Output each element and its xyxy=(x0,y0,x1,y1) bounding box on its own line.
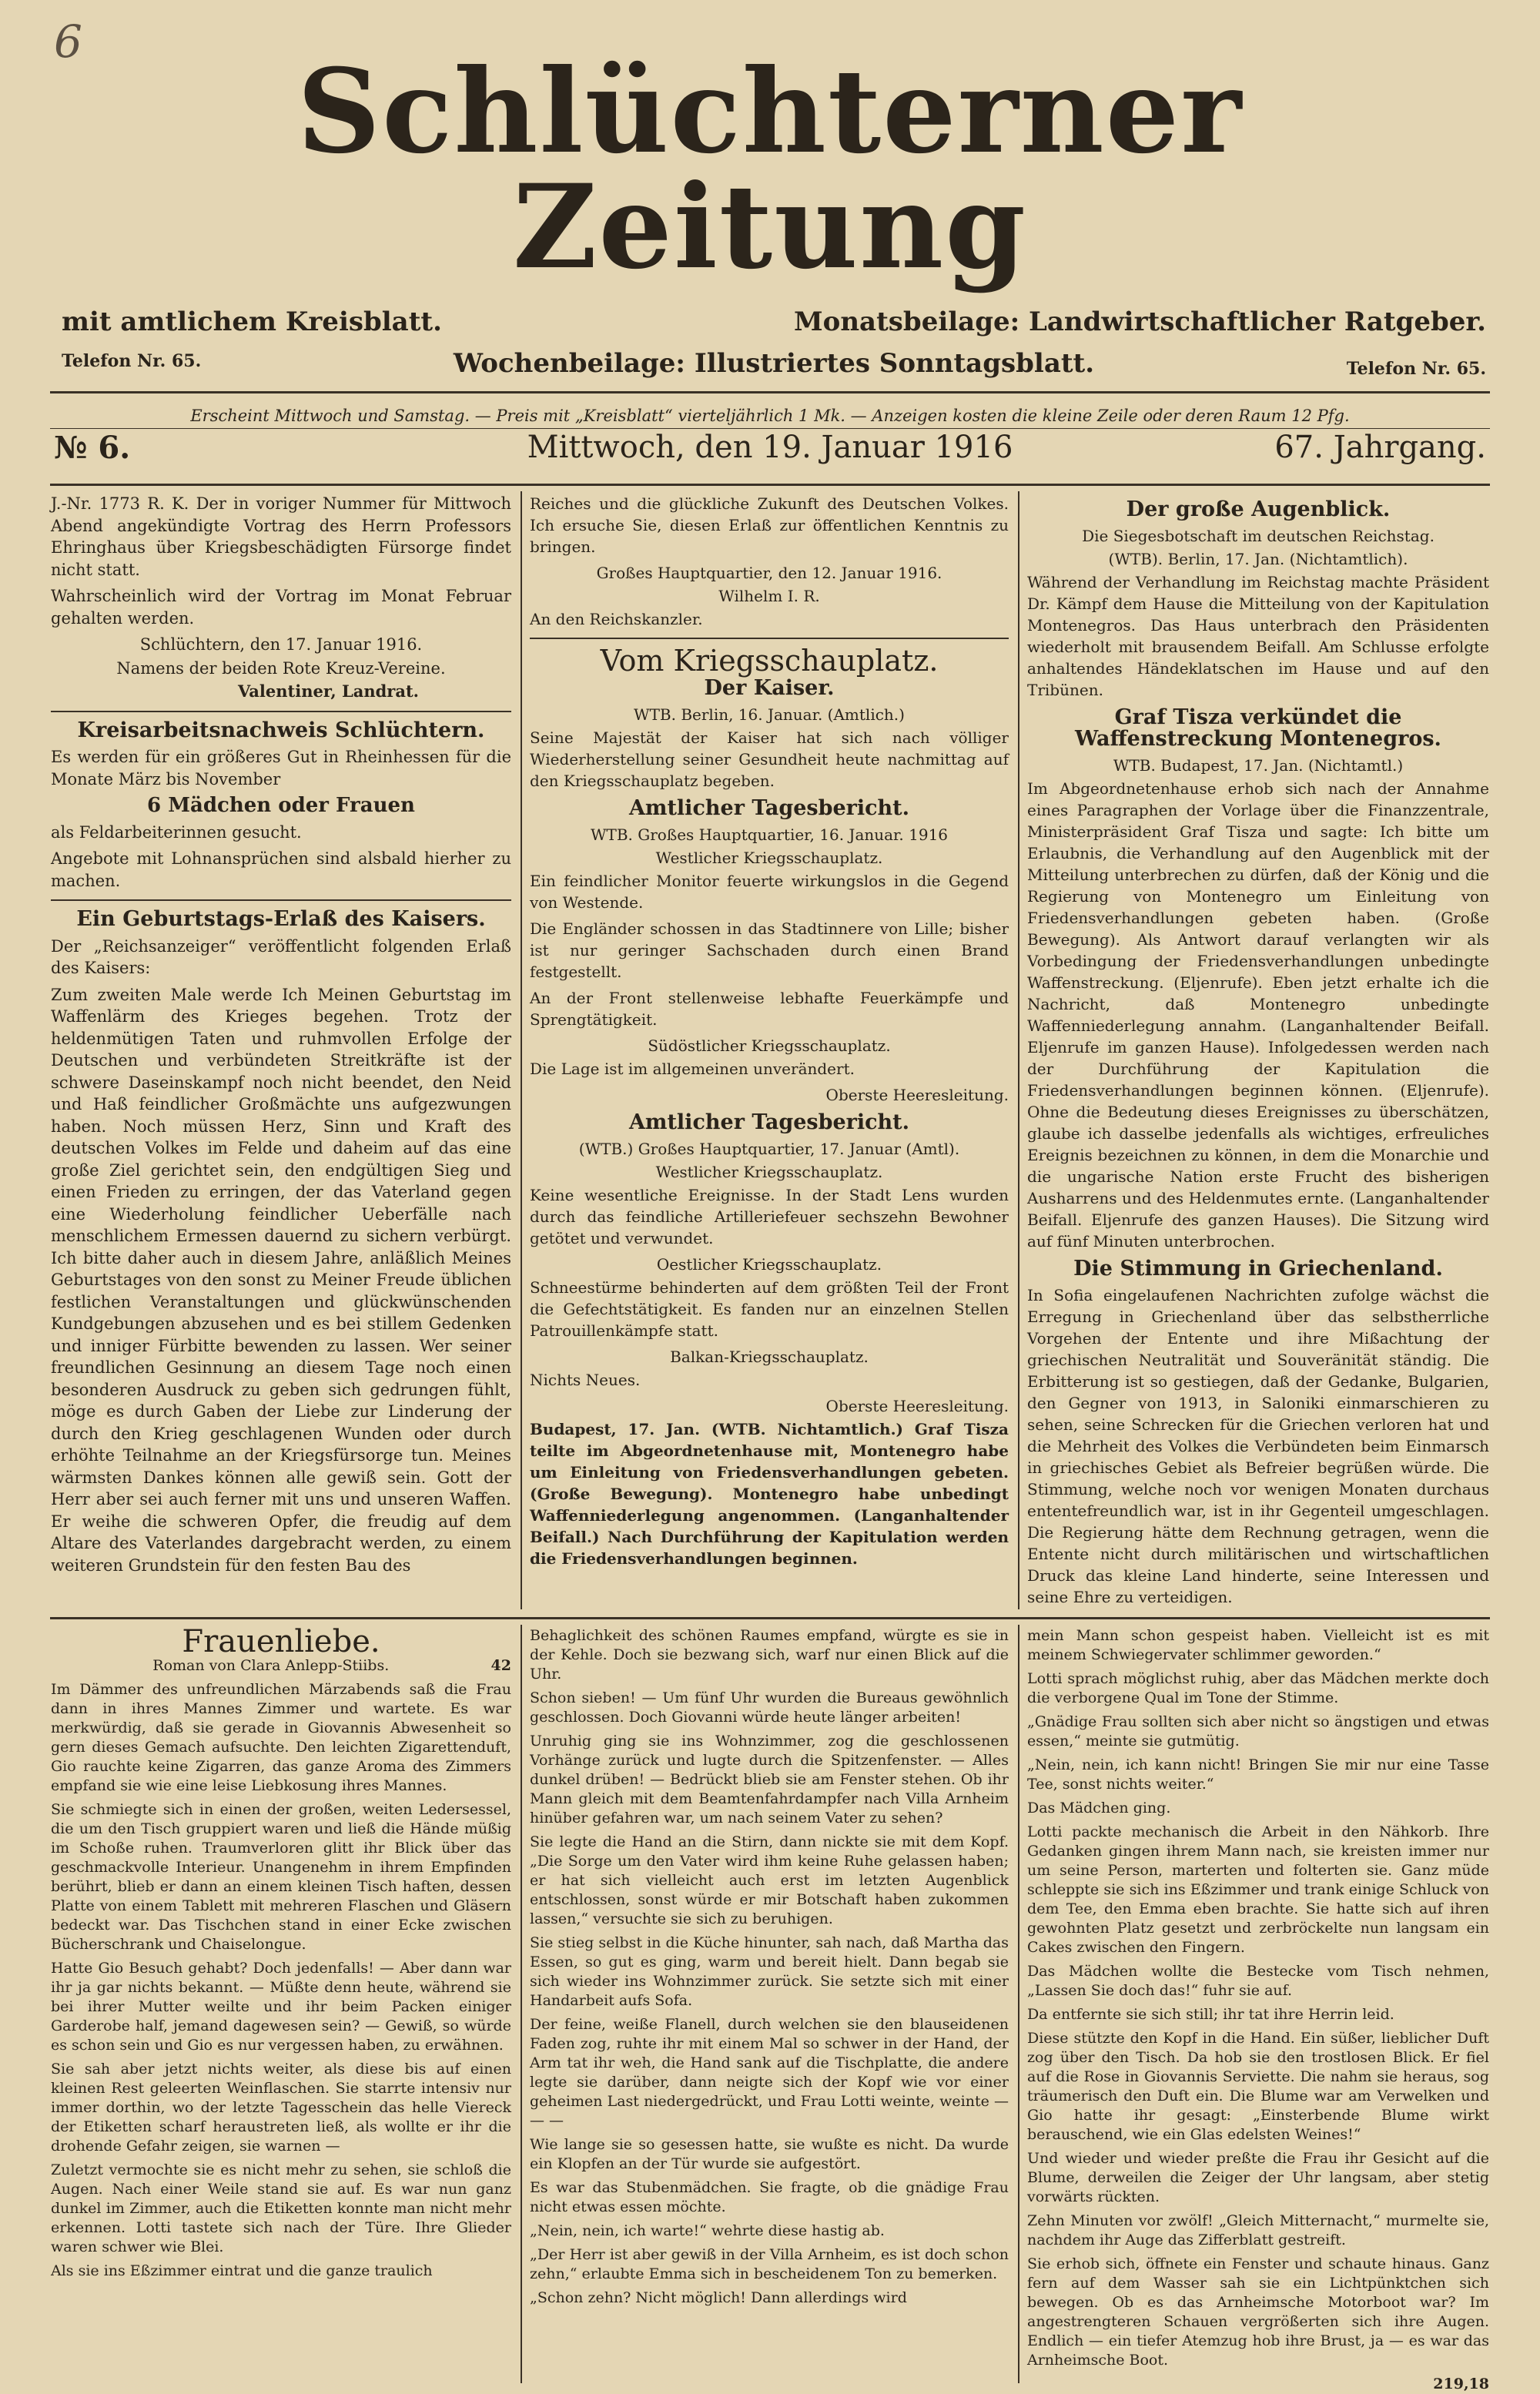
serial-text: Lotti sprach möglichst ruhig, aber das Mädchen merkte doch die verborgene Qual im Tone der Stimme. xyxy=(1027,1670,1489,1706)
phone-left: Telefon Nr. 65. xyxy=(62,351,202,371)
serial-text: „Nein, nein, ich kann nicht! Bringen Sie mir nur eine Tasse Tee, sonst nichts weiter.“ xyxy=(1027,1756,1489,1793)
article-text: WTB. Budapest, 17. Jan. (Nichtamtl.) xyxy=(1113,756,1404,775)
article-headline: Kreisarbeitsnachweis Schlüchtern. xyxy=(77,718,485,742)
serial-text: „Nein, nein, ich warte!“ wehrte diese hastig ab. xyxy=(530,2222,885,2239)
serial-text: Sie legte die Hand an die Stirn, dann nickte sie mit dem Kopf. „Die Sorge um den Vater wird ihm keine Ruhe gelassen haben; er hat sich vielleicht auch erst im letzten Augenblick entschlossen, sonst würde er mir Botschaft haben zukommen lassen,“ versuchte sie sich zu beruhigen. xyxy=(530,1833,1009,1927)
notice-text: J.-Nr. 1773 R. K. Der in voriger Nummer für Mittwoch Abend angekündigte Vortrag des Herrn Professors Ehringhaus über Kriegsbeschädigten Fürsorge findet nicht statt. xyxy=(51,494,511,579)
issue-number: № 6. xyxy=(54,430,131,466)
column-3 xyxy=(1027,493,1489,1609)
serial-text: Da entfernte sie sich still; ihr tat ihre Herrin leid. xyxy=(1027,2006,1394,2023)
article-signature: Wilhelm I. R. xyxy=(718,587,820,605)
article-headline: Graf Tisza verkündet die Waffenstreckung Montenegros. xyxy=(1075,705,1441,751)
handwritten-page-number: 6 xyxy=(54,15,82,68)
info-rule xyxy=(50,428,1490,429)
divider xyxy=(51,899,511,901)
serial-text: Im Dämmer des unfreundlichen Märzabends saß die Frau dann in ihres Mannes Zimmer und wartete. Es war merkwürdig, daß sie gerade in Giovannis Abwesenheit so gern dieses Gemach aufsuchte. Den leichten Zigarettenduft, Gio rauchte keine Zigarren, das ganze Aroma des Zimmers empfand sie wie eine leise Liebkosung ihres Mannes. xyxy=(51,1681,511,1794)
serial-text: „Gnädige Frau sollten sich aber nicht so ängstigen und etwas essen,“ meinte sie gutmütig. xyxy=(1027,1713,1489,1749)
article-text: Budapest, 17. Jan. (WTB. Nichtamtlich.) Graf Tisza teilte im Abgeordnetenhause mit, Montenegro habe um Einleitung von Friedensverhandlungen gebeten. (Große Bewegung). Montenegro habe unbedingt Waffenniederlegung angenommen. (Langanhaltender Beifall.) Nach Durchführung der Kapitulation werden die Friedensverhandlungen beginnen. xyxy=(530,1420,1009,1568)
article-headline: Amtlicher Tagesbericht. xyxy=(628,796,910,820)
column-rule xyxy=(1018,491,1019,1609)
serial-text: Schon sieben! — Um fünf Uhr wurden die Bureaus gewöhnlich geschlossen. Doch Giovanni würde heute länger arbeiten! xyxy=(530,1689,1009,1726)
article-text: Oestlicher Kriegsschauplatz. xyxy=(656,1255,882,1274)
article-headline: Ein Geburtstags-Erlaß des Kaisers. xyxy=(76,907,486,931)
serial-text: Unruhig ging sie ins Wohnzimmer, zog die geschlossenen Vorhänge zurück und lugte durch die Spitzenfenster. — Alles dunkel drüben! — Bedrückt blieb sie am Fenster stehen. Ob ihr Mann gleich mit dem Beamtenfahrdampfer nach Villa Arnheim hinüber gefahren war, um nach seinem Vater zu sehen? xyxy=(530,1733,1009,1826)
article-text: Die Engländer schossen in das Stadtinnere von Lille; bisher ist nur geringer Sachschaden durch einen Brand festgestellt. xyxy=(530,919,1009,981)
volume: 67. Jahrgang. xyxy=(1274,430,1486,465)
column-2 xyxy=(530,493,1009,1609)
article-text: Es werden für ein größeres Gut in Rheinhessen für die Monate März bis November xyxy=(51,748,511,789)
notice-place-date: Schlüchtern, den 17. Januar 1916. xyxy=(139,635,423,654)
article-text: Zum zweiten Male werde Ich Meinen Geburtstag im Waffenlärm des Krieges begehen. Trotz der heldenmütigen Taten und ruhmvollen Erfolge der Deutschen und verbündeten Streitkräfte ist der schwere Daseinskampf noch nicht beendet, den Neid und Haß feindlicher Großmächte uns aufgezwungen haben. Noch müssen Herz, Sinn und Kraft des deutschen Volkes im Felde und daheim auf das eine große Ziel gerichtet sein, den endgültigen Sieg und einen Frieden zu erringen, der das Vaterland gegen eine Wiederholung feindlicher Ueberfälle nach menschlichem Ermessen dauernd zu sichern verbürgt. Ich bitte daher auch in diesem Jahre, anläßlich Meines Geburtstages von den sonst zu Meiner Freude üblichen festlichen Veranstaltungen und glückwünschenden Kundgebungen abzusehen und es bei stillem Gedenken und inniger Fürbitte bewenden zu lassen. Wer seiner freundlichen Gesinnung an diesem Tage noch einen besonderen Ausdruck zu geben sich gedrungen fühlt, möge es durch Gaben der Liebe zur Linderung der durch den Krieg geschlagenen Wunden oder durch erhöhte Teilnahme an der Kriegsfürsorge tun. Meines wärmsten Dankes können alle gewiß sein. Gott der Herr aber sei auch ferner mit uns und unseren Waffen. Er weihe die schweren Opfer, die freudig auf dem Altare des Vaterlandes dargebracht werden, zu einem weiteren Grundstein für den festen Bau des xyxy=(51,985,511,1575)
serial-text: Und wieder und wieder preßte die Frau ihr Gesicht auf die Blume, derweilen die Zeiger der Uhr langsam, aber stetig vorwärts rückten. xyxy=(1027,2150,1489,2205)
section-headline: Vom Kriegsschauplatz. xyxy=(600,644,939,678)
article-emphasis: 6 Mädchen oder Frauen xyxy=(147,794,415,817)
divider xyxy=(51,711,511,712)
article-signature: Oberste Heeresleitung. xyxy=(825,1397,1009,1415)
article-headline: Die Stimmung in Griechenland. xyxy=(1073,1257,1443,1281)
serial-byline: Roman von Clara Anlepp-Stiibs. xyxy=(152,1657,390,1674)
column-rule xyxy=(521,1625,522,2383)
issue-date: Mittwoch, den 19. Januar 1916 xyxy=(527,430,1013,465)
publication-info: Erscheint Mittwoch und Samstag. — Preis mit „Kreisblatt“ vierteljährlich 1 Mk. — Anzeigen kosten die kleine Zeile oder deren Raum 12 Pfg. xyxy=(190,407,1350,425)
masthead-rule xyxy=(50,391,1490,393)
article-text: Großes Hauptquartier, den 12. Januar 1916. xyxy=(596,564,942,582)
article-text: An den Reichskanzler. xyxy=(530,610,703,628)
article-text: Reiches und die glückliche Zukunft des Deutschen Volkes. Ich ersuche Sie, diesen Erlaß zur öffentlichen Kenntnis zu bringen. xyxy=(530,494,1009,556)
divider xyxy=(530,638,1009,639)
article-text: Angebote mit Lohnansprüchen sind alsbald hierher zu machen. xyxy=(51,849,511,890)
article-text: Im Abgeordnetenhause erhob sich nach der Annahme eines Paragraphen der Vorlage über die Finanzzentrale, Ministerpräsident Graf Tisza und sagte: Ich bitte um Erlaubnis, die Verhandlung auf den Augenblick mit der Mitteilung unterbrechen zu dürfen, daß der König und die Regierung von Montenegro um Einleitung von Friedensverhandlungen gebeten haben. (Große Bewegung). Als Antwort darauf verlangten wir als Vorbedingung der Friedensverhandlungen unbedingte Waffenstreckung. (Eljenrufe). Eben jetzt erhalte ich die Nachricht, daß Montenegro unbedingte Waffenniederlegung annahm. (Langanhaltender Beifall. Eljenrufe im ganzen Hause). Infolgedessen werden nach der Durchführung der Kapitulation die Friedensverhandlungen beginnen können. (Eljenrufe). Ohne die Bedeutung dieses Ereignisses zu überschätzen, glaube ich dasselbe jedenfalls als wichtiges, erfreuliches Ereignis bezeichnen zu können, in dem die Monarchie und die ungarische Nation erste Frucht des bisherigen Ausharrens und des Heldenmutes ernte. (Langanhaltender Beifall. Eljenrufe des ganzen Hauses). Die Sitzung wird auf fünf Minuten unterbrochen. xyxy=(1027,779,1489,1251)
article-text: Südöstlicher Kriegsschauplatz. xyxy=(648,1036,891,1055)
article-subheadline: Die Siegesbotschaft im deutschen Reichstag. xyxy=(1082,527,1435,545)
feuilleton-rule xyxy=(50,1617,1490,1619)
article-text: Westlicher Kriegsschauplatz. xyxy=(655,1163,883,1181)
notice-text: Wahrscheinlich wird der Vortrag im Monat Februar gehalten werden. xyxy=(51,587,511,628)
serial-text: Zehn Minuten vor zwölf! „Gleich Mitternacht,“ murmelte sie, nachdem ihr Auge das Zifferblatt gestreift. xyxy=(1027,2212,1489,2248)
article-text: (WTB). Berlin, 17. Jan. (Nichtamtlich). xyxy=(1108,550,1408,568)
serial-text: Sie erhob sich, öffnete ein Fenster und schaute hinaus. Ganz fern auf dem Wasser sah sie ein Lichtpünktchen sich bewegen. Ob es das Arnheimsche Motorboot war? Im angestrengteren Schauen vergrößerten sich ihre Augen. Endlich — ein tiefer Atemzug hob ihre Brust, ja — es war das Arnheimsche Boot. xyxy=(1027,2255,1489,2369)
serial-text: Das Mädchen ging. xyxy=(1027,1800,1171,1816)
dateline xyxy=(54,430,1486,476)
serial-text: Sie schmiegte sich in einen der großen, weiten Ledersessel, die um den Tisch gruppiert waren und ließ die Hände müßig im Schoße ruhen. Traumverloren glitt ihr Blick über das geschmackvolle Interieur. Unangenehm in ihrem Empfinden berührt, blieb er dann an einem kleinen Tisch haften, dessen Platte von einem Tablett mit mehreren Flaschen und Gläsern bedeckt war. Das Tischchen stand in einer Ecke zwischen Bücherschrank und Chaiselongue. xyxy=(51,1801,511,1953)
notice-signer: Namens der beiden Rote Kreuz-Vereine. xyxy=(116,658,446,678)
article-text: WTB. Berlin, 16. Januar. (Amtlich.) xyxy=(634,705,905,724)
serial-text: Diese stützte den Kopf in die Hand. Ein süßer, lieblicher Duft zog über den Tisch. Da hob sie den trostlosen Blick. Er fiel auf die Rose in Giovannis Serviette. Die nahm sie heraus, sog träumerisch den Duft ein. Die Blume war am Verwelken und Gio hatte ihr gesagt: „Einsterbende Blume wirkt berauschend, wie ein Glas edelsten Weines!“ xyxy=(1027,2030,1489,2143)
article-text: Während der Verhandlung im Reichstag machte Präsident Dr. Kämpf dem Hause die Mitteilung von der Kapitulation Montenegros. Das Haus unterbrach den Präsidenten wiederholt mit brausendem Beifall. Am Schlusse erfolgte anhaltendes Händeklatschen im Hause und auf den Tribünen. xyxy=(1027,573,1489,699)
serial-text: Zuletzt vermochte sie es nicht mehr zu sehen, sie schloß die Augen. Nach einer Weile stand sie auf. Es war nun ganz dunkel im Zimmer, auch die Etiketten konnte man nicht mehr erkennen. Lotti tastete sich nach der Türe. Ihre Glieder waren schwer wie Blei. xyxy=(51,2161,511,2255)
article-text: Balkan-Kriegsschauplatz. xyxy=(670,1348,869,1366)
article-text: Die Lage ist im allgemeinen unverändert. xyxy=(530,1060,855,1078)
feuilleton-column-2 xyxy=(530,1626,1009,2381)
serial-episode-number: 42 xyxy=(490,1657,511,1674)
serial-text: Es war das Stubenmädchen. Sie fragte, ob die gnädige Frau nicht etwas essen möchte. xyxy=(530,2179,1009,2215)
article-text: In Sofia eingelaufenen Nachrichten zufolge wächst die Erregung in Griechenland über das selbstherrliche Vorgehen der Entente und ihre Mißachtung der griechischen Neutralität und Souveränität ständig. Die Erbitterung ist so gestiegen, daß der Gedanke, Bulgarien, den Gegner von 1913, in Saloniki einmarschieren zu sehen, seine Schrecken für die Griechen verloren hat und die Mehrheit des Volkes die Verbündeten beim Einmarsch in griechisches Gebiet als Befreier begrüßen würde. Die Stimmung, welche noch vor wenigen Monaten durchaus ententefreundlich war, ist in ihr Gegenteil umgeschlagen. Die Regierung hätte dem Rechnung getragen, wenn die Entente nicht durch militärischen und wirtschaftlichen Druck das kleine Land hinderte, seine Interessen und seine Ehre zu verteidigen. xyxy=(1027,1286,1489,1606)
column-rule xyxy=(1018,1625,1019,2383)
article-text: Schneestürme behinderten auf dem größten Teil der Front die Gefechtstätigkeit. Es fanden nur an einzelnen Stellen Patrouillenkämpfe statt. xyxy=(530,1278,1009,1340)
print-code: 219,18 xyxy=(1433,2376,1489,2392)
article-headline: Der große Augenblick. xyxy=(1126,497,1391,521)
article-text: WTB. Großes Hauptquartier, 16. Januar. 1916 xyxy=(590,825,949,844)
feuilleton-column-1 xyxy=(51,1626,511,2381)
article-text: Westlicher Kriegsschauplatz. xyxy=(655,849,883,867)
serial-text: Behaglichkeit des schönen Raumes empfand, würgte es sie in der Kehle. Doch sie bezwang sich, warf nur einen Blick auf die Uhr. xyxy=(530,1627,1009,1682)
serial-text: „Der Herr ist aber gewiß in der Villa Arnheim, es ist doch schon zehn,“ erlaubte Emma sich in bescheidenem Ton zu bemerken. xyxy=(530,2246,1009,2282)
serial-text: Als sie ins Eßzimmer eintrat und die ganze traulich xyxy=(51,2262,433,2279)
serial-text: Sie sah aber jetzt nichts weiter, als diese bis auf einen kleinen Rest geleerten Weinflaschen. Sie starrte intensiv nur immer dorthin, wo der letzte Tagesschein das helle Viereck der Etiketten scharf heraustreten ließ, als wollte er ihr die drohende Gefahr zeigen, sie warnen — xyxy=(51,2061,511,2155)
left-tagline: mit amtlichem Kreisblatt. xyxy=(62,306,442,337)
serial-text: Der feine, weiße Flanell, durch welchen sie den blauseidenen Faden zog, ruhte ihr mit einem Mal so schwer in der Hand, der Arm tat ihr weh, die Hand sank auf die Tischplatte, die andere legte sie darüber, dann neigte sich der Kopf wie vor einer geheimen Last niedergedrückt, und Frau Lotti weinte, weinte — — — xyxy=(530,2016,1009,2129)
serial-text: Sie stieg selbst in die Küche hinunter, sah nach, daß Martha das Essen, so gut es ging, warm und bereit hielt. Dann begab sie sich wieder ins Wohnzimmer zurück. Sie setzte sich mit einer Handarbeit aufs Sofa. xyxy=(530,1934,1009,2009)
serial-text: mein Mann schon gespeist haben. Vielleicht ist es mit meinem Schwiegervater schlimmer geworden.“ xyxy=(1027,1627,1489,1663)
article-text: Der „Reichsanzeiger“ veröffentlicht folgenden Erlaß des Kaisers: xyxy=(51,936,511,977)
feuilleton-column-3 xyxy=(1027,1626,1489,2392)
article-headline: Der Kaiser. xyxy=(704,676,835,700)
serial-byline-row xyxy=(51,1656,511,1676)
article-text: als Feldarbeiterinnen gesucht. xyxy=(51,822,302,842)
weekly-supplement: Wochenbeilage: Illustriertes Sonntagsblatt. xyxy=(453,348,1095,379)
serial-text: Das Mädchen wollte die Bestecke vom Tisch nehmen, „Lassen Sie doch das!“ fuhr sie auf. xyxy=(1027,1963,1489,1999)
article-text: Keine wesentliche Ereignisse. In der Stadt Lens wurden durch das feindliche Artilleriefeuer sechszehn Bewohner getötet und verwundet. xyxy=(530,1186,1009,1247)
article-text: Seine Majestät der Kaiser hat sich nach völliger Wiederherstellung seiner Gesundheit heute nachmittag auf den Kriegsschauplatz begeben. xyxy=(530,728,1009,790)
article-signature: Oberste Heeresleitung. xyxy=(825,1086,1009,1104)
phone-right: Telefon Nr. 65. xyxy=(1346,359,1486,379)
column-rule xyxy=(521,491,522,1609)
article-headline: Amtlicher Tagesbericht. xyxy=(628,1110,910,1134)
serial-title: Frauenliebe. xyxy=(182,1624,380,1659)
serial-text: Lotti packte mechanisch die Arbeit in den Nähkorb. Ihre Gedanken gingen ihrem Mann nach, sie kreisten immer nur um seine Person, marterten und folterten sie. Ganz müde schleppte sie sich ins Eßzimmer und trank einige Schluck von dem Tee, den Emma eben brachte. Sie hatte sich auf ihren gewohnten Platz gesetzt und zerbröckelte nun langsam ein Cakes zwischen den Fingern. xyxy=(1027,1823,1489,1956)
newspaper-title: Schlüchterner Zeitung xyxy=(296,44,1244,295)
article-text: Ein feindlicher Monitor feuerte wirkungslos in die Gegend von Westende. xyxy=(530,872,1009,912)
article-text: Nichts Neues. xyxy=(530,1371,641,1389)
serial-text: Hatte Gio Besuch gehabt? Doch jedenfalls! — Aber dann war ihr ja gar nichts bekannt. — Müßte denn heute, während sie bei ihrer Mutter weilte und ihr beim Packen einiger Garderobe half, jemand dagewesen sein? — Gewiß, so würde es schon sein und Gio es nur vergessen haben, zu erwähnen. xyxy=(51,1960,511,2054)
dateline-rule xyxy=(50,484,1490,486)
article-text: (WTB.) Großes Hauptquartier, 17. Januar (Amtl). xyxy=(578,1140,960,1158)
serial-text: Wie lange sie so gesessen hatte, sie wußte es nicht. Da wurde ein Klopfen an der Tür wurde sie aufgestört. xyxy=(530,2136,1009,2172)
serial-text: „Schon zehn? Nicht möglich! Dann allerdings wird xyxy=(530,2289,907,2306)
right-tagline: Monatsbeilage: Landwirtschaftlicher Ratgeber. xyxy=(794,306,1486,337)
notice-signature: Valentiner, Landrat. xyxy=(237,681,419,701)
article-text: An der Front stellenweise lebhafte Feuerkämpfe und Sprengtätigkeit. xyxy=(530,989,1009,1029)
column-1 xyxy=(51,493,511,1609)
